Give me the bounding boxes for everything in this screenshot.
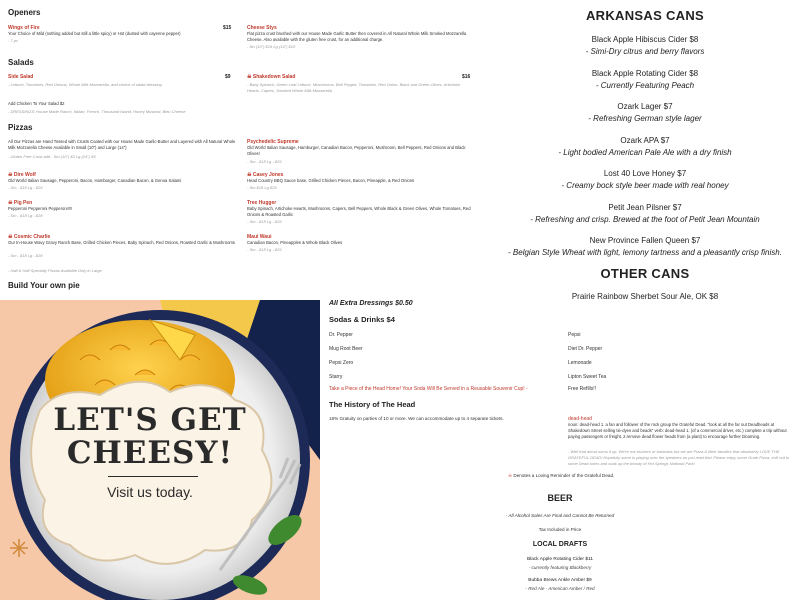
half-half-note: - Half & Half Specialty Pizzas Available Only in Large [8, 268, 102, 273]
shakedown-salad-label: Shakedown Salad [252, 74, 296, 80]
side-salad-price: $9 [225, 74, 231, 80]
maui-waui-desc: Canadian Bacon, Pineapples & Whole Black Olives [247, 240, 343, 245]
pizzas-intro-note: - Gluten Free Crust add - Sm (10") $3 Lg (14") $5 [8, 154, 96, 159]
skull-icon: ☠ [508, 473, 514, 478]
pizzas-intro: All Our Pizzas are Hand Tossed with Crusts Coated with our House Made Garlic-Butter and Layered with All Natural Whole Milk Mozzarella Cheese Available in Small (10") and Large (14") [8, 139, 236, 150]
can-item-name: Black Apple Hibiscus Cider $8 [591, 35, 699, 44]
can-item-desc: - Belgian Style Wheat with light, lemony tartness and a pleasantly crisp finish. [508, 248, 782, 257]
history-heading: The History of The Head [329, 400, 416, 409]
cosmic-charlie-label: Cosmic Charlie [13, 234, 51, 240]
side-salad-note: - Lettuce, Tomatoes, Red Onions, Whole Milk Mozzarella, and choice of salad dressing [8, 82, 162, 87]
dire-wolf-desc: Old World Italian Sausage, Pepperoni, Bacon, Hamburger, Canadian Bacon, & Genoa Salami [8, 178, 182, 183]
deadhead-title: dead-head [568, 416, 592, 422]
salads-heading: Salads [8, 58, 34, 67]
cans-panel [490, 0, 800, 300]
shakedown-salad-name [247, 74, 295, 80]
openers-heading: Openers [8, 8, 41, 17]
wings-price: $15 [223, 25, 232, 31]
casey-jones-label: Casey Jones [252, 172, 284, 178]
can-item-name: Petit Jean Pilsner $7 [608, 202, 682, 212]
extra-dressings: All Extra Dressings $0.50 [329, 300, 413, 307]
shakedown-salad-note: - Baby Spinach, Green Leaf Lettuce, Mushrooms, Bell Pepper, Tomatoes, Red Onion, Black and Green Olives, Artichoke Hearts, Capers, Smoked Whole Milk Mozzarella [247, 82, 461, 93]
dressings-note: - DRESSINGS: House Made Ranch, Italian, French, Thousand Island, Honey Mustard, Bleu Cheese [8, 109, 186, 114]
pig-pen-note: - Sm - $18 Lg - $28 [8, 213, 43, 218]
psychedelic-desc: Old World Italian Sausage, Hamburger, Canadian Bacon, Pepperoni, Mushroom, Bell Peppers, Red Onions and Black Olives! [247, 145, 466, 156]
free-refills: Free Refills!! [568, 386, 597, 392]
pig-pen-desc: Pepperoni Pepperoni Pepperoni!!!! [8, 206, 73, 211]
draft-name: Bubba Brews Ankle Amber $9 [528, 578, 592, 583]
soda-item: Starry [329, 374, 343, 380]
cheese-name: Cheese Stys [247, 25, 277, 31]
skull-icon: ☠ [247, 74, 253, 80]
local-drafts-heading: LOCAL DRAFTS [532, 541, 588, 548]
can-item-desc: - Simi-Dry citrus and berry flavors [585, 47, 705, 56]
casey-jones-desc: Head Country BBQ Sauce base, Grilled Chicken Pieces, Bacon, Pineapple, & Red Onions [247, 178, 415, 183]
draft-desc: - currently featuring Blackberry [528, 565, 592, 570]
beer-heading: BEER [547, 493, 573, 503]
sodas-heading: Sodas & Drinks $4 [329, 315, 395, 324]
drinks-panel [320, 300, 800, 600]
can-item-name: Lost 40 Love Honey $7 [603, 169, 687, 178]
soda-item: Lemonade [568, 360, 592, 366]
can-item-name: Ozark APA $7 [620, 135, 670, 145]
arkansas-cans-heading: ARKANSAS CANS [585, 8, 705, 23]
shakedown-salad-price: $16 [462, 74, 471, 80]
dire-wolf-label: Dire Wolf [13, 172, 36, 178]
skull-icon: ☠ [247, 172, 253, 178]
poster-headline-1: LET'S GET [53, 402, 247, 438]
cheesy-poster [0, 300, 320, 600]
soda-item: Pepsi [568, 332, 581, 338]
reminder-label: Denotes a Loving Reminder of the Grateful Dead. [513, 473, 615, 478]
wings-note: - 7 pc [8, 38, 19, 43]
food-menu-panel [0, 0, 480, 300]
soda-item: Lipton Sweet Tea [568, 374, 607, 380]
wings-name: Wings of Fire [8, 25, 40, 31]
soda-item: Pepsi Zero [329, 360, 354, 366]
soda-item: Mug Root Beer [329, 346, 363, 352]
soda-item: Diet Dr. Pepper [568, 346, 603, 352]
pizzas-heading: Pizzas [8, 123, 33, 132]
deadhead-note: - Well that about sums it up. We're not truckers or botanists but we are Pizza & Beer fanatics that absolutely LOVE THE GRATEFUL DEAD! Hopefully some is playing over the speakers as you read this! Please enjoy some Grate Pizza, chill out to some Dead tunes and soak up the beauty of Hot Springs National Park! [568, 449, 790, 466]
gratuity-note: 18% Gratuity on parties of 10 or more. We can accommodate up to 4 separate tickets. [329, 416, 504, 421]
dire-wolf-note: - Sm - $18 Lg - $29 [8, 185, 43, 190]
cheese-desc: Flat pizza crust brushed with our House Made Garlic Butter then covered in All Natural Whole Milk Smoked Mozzarella Cheese. Also available with the gluten free crust, for an additional charge. [247, 31, 467, 42]
poster-headline-2: CHEESY! [66, 435, 234, 471]
can-item-name: Ozark Lager $7 [617, 102, 673, 111]
psychedelic-note: - Sm - $18 Lg - $29 [247, 159, 282, 164]
tax-note: Tax Included in Price [538, 527, 582, 532]
wings-desc: Your Choice of Mild (nothing added but still a little spicy) or Hot (dusted with cayenne pepper) [8, 31, 181, 36]
can-item-desc: - Creamy bock style beer made with real honey [561, 181, 729, 190]
skull-icon: ☠ [8, 172, 14, 178]
can-item-desc: - Light bodied American Pale Ale with a dry finish [558, 147, 732, 157]
deadhead-definition: noun: dead-head 1. a fan and follower of the rock group the Grateful Dead. "look at all the far out Deadheads at Shakedown Street selling tie-dyes and beads" verb: dead-head 1. (of a commercial driver, etc.) complete a trip without paying passengers or freight. 2.remove dead flower heads from (a plant) to encourage further blooming. [568, 422, 787, 439]
other-cans-heading: OTHER CANS [600, 266, 690, 281]
reminder-note [508, 473, 614, 479]
tree-hugger-note: - Sm - $18 Lg - $29 [247, 219, 282, 224]
poster-subline: Visit us today. [107, 484, 193, 500]
souvenir-cup-note: Take a Piece of the Head Home! Your Soda Will Be Served in a Reusable Souvenir Cup! - [329, 386, 528, 392]
psychedelic-name: Psychedelic Supreme [247, 139, 299, 145]
can-item-name: Black Apple Rotating Cider $8 [591, 68, 699, 78]
can-item-desc: - Refreshing and crisp. Brewed at the foot of Petit Jean Mountain [530, 214, 760, 224]
soda-item: Dr. Pepper [329, 332, 353, 338]
cosmic-charlie-note: - Sm - $18 Lg - $28 [8, 253, 43, 258]
can-item-desc: - Currently Featuring Peach [595, 80, 695, 90]
side-salad-name: Side Salad [8, 74, 34, 80]
pig-pen-label: Pig Pen [13, 200, 33, 206]
tree-hugger-desc: Baby Spinach, Artichoke Hearts, Mushrooms, Capers, Bell Peppers, Whole Black & Green Olives, Whole Tomatoes, Red Onions & Roasted Garlic [247, 206, 471, 217]
build-own-heading: Build Your own pie [8, 281, 80, 290]
can-item-name: New Province Fallen Queen $7 [589, 236, 701, 245]
poster-divider [108, 476, 198, 477]
alcohol-note: - All Alcohol Sales Are Final and Cannot Be Returned [505, 513, 615, 518]
add-chicken: Add Chicken To Your Salad $2 [8, 101, 65, 106]
cosmic-charlie-desc: Our In-House Wavy Gravy Ranch Base, Grilled Chicken Pieces, Baby Spinach, Red Onions, Roasted Garlic & Mushrooms [8, 240, 235, 245]
skull-icon: ☠ [8, 234, 14, 240]
tree-hugger-name: Tree Hugger [247, 200, 277, 206]
maui-waui-name: Maui Waui [247, 234, 272, 240]
draft-name: Black Apple Rotating Cider $11 [526, 557, 594, 562]
maui-waui-note: - Sm - $18 Lg - $29 [247, 247, 282, 252]
star-icon [10, 539, 28, 557]
casey-jones-note: - Sm $18 Lg $29 [247, 185, 277, 190]
skull-icon: ☠ [8, 200, 14, 206]
poster-background [0, 300, 320, 600]
other-can-item: Prairie Rainbow Sherbet Sour Ale, OK $8 [571, 292, 719, 300]
can-item-desc: - Refreshing German style lager [588, 114, 702, 123]
draft-desc: - Red Ale - American Amber / Red [525, 586, 595, 591]
cheese-note: - 5in (10") $16 Lg (14") $10 [247, 44, 296, 49]
